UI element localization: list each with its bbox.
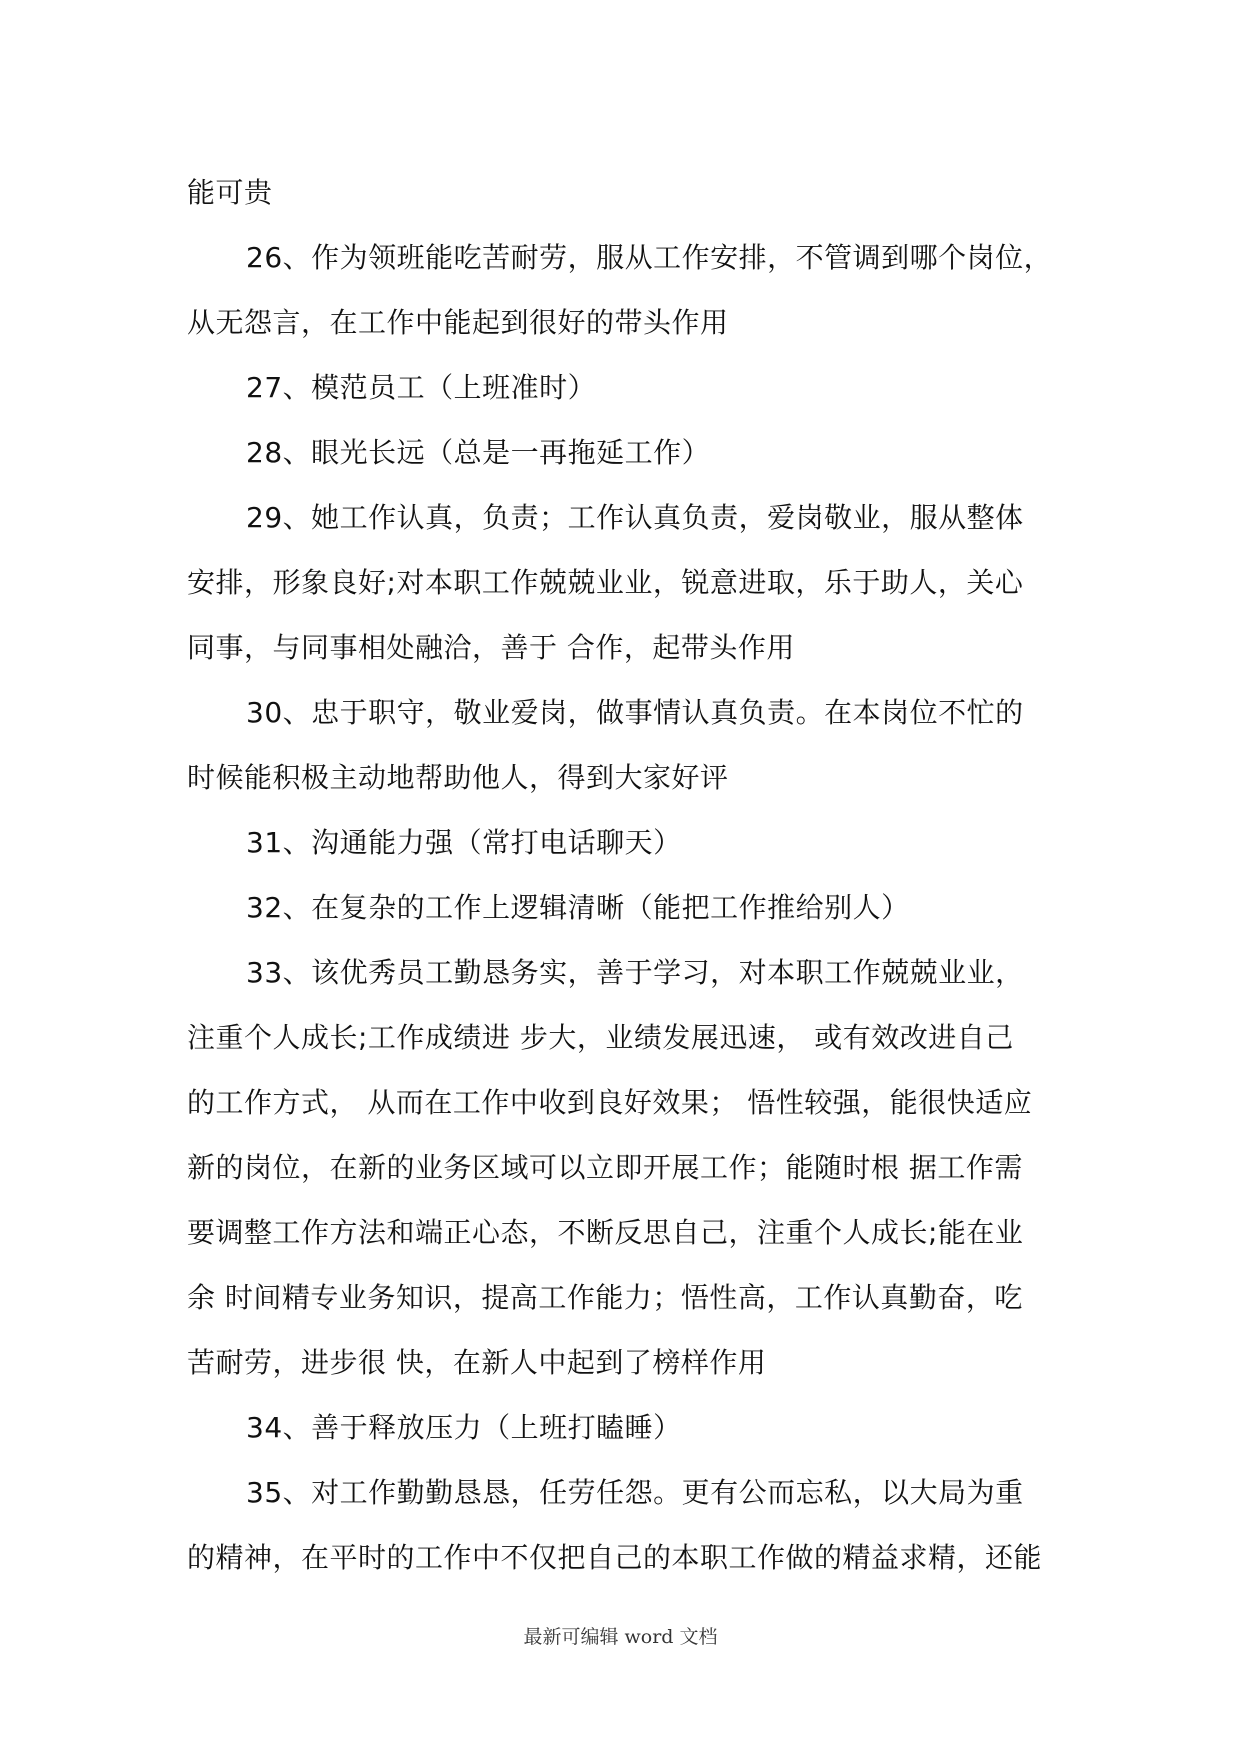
paragraph-line: 能可贵 bbox=[187, 176, 273, 209]
paragraph-line: 苦耐劳，进步很 快，在新人中起到了榜样作用 bbox=[187, 1346, 767, 1379]
paragraph-line: 35、对工作勤勤恳恳，任劳任怨。更有公而忘私，以大局为重 bbox=[246, 1476, 1024, 1509]
paragraph-line: 时候能积极主动地帮助他人，得到大家好评 bbox=[187, 761, 729, 794]
paragraph-line: 27、模范员工（上班准时） bbox=[246, 371, 597, 404]
document-body bbox=[187, 160, 1067, 1590]
paragraph-line: 32、在复杂的工作上逻辑清晰（能把工作推给别人） bbox=[246, 891, 910, 924]
paragraph-line: 安排，形象良好;对本职工作兢兢业业，锐意进取，乐于助人，关心 bbox=[187, 566, 1024, 599]
paragraph-line: 29、她工作认真，负责；工作认真负责，爱岗敬业，服从整体 bbox=[246, 501, 1024, 534]
paragraph-line: 的工作方式， 从而在工作中收到良好效果； 悟性较强，能很快适应 bbox=[187, 1086, 1033, 1119]
paragraph-line: 的精神，在平时的工作中不仅把自己的本职工作做的精益求精，还能 bbox=[187, 1541, 1043, 1574]
paragraph-line: 从无怨言，在工作中能起到很好的带头作用 bbox=[187, 306, 729, 339]
paragraph-line: 28、眼光长远（总是一再拖延工作） bbox=[246, 436, 711, 469]
paragraph-line: 注重个人成长;工作成绩进 步大，业绩发展迅速， 或有效改进自己 bbox=[187, 1021, 1014, 1054]
paragraph-line: 余 时间精专业务知识，提高工作能力；悟性高，工作认真勤奋，吃 bbox=[187, 1281, 1023, 1314]
page-footer: 最新可编辑 word 文档 bbox=[523, 1626, 718, 1648]
paragraph-line: 要调整工作方法和端正心态，不断反思自己，注重个人成长;能在业 bbox=[187, 1216, 1024, 1249]
paragraph-line: 同事，与同事相处融洽，善于 合作，起带头作用 bbox=[187, 631, 795, 664]
paragraph-line: 31、沟通能力强（常打电话聊天） bbox=[246, 826, 682, 859]
paragraph-line: 26、作为领班能吃苦耐劳，服从工作安排，不管调到哪个岗位， bbox=[246, 241, 1053, 274]
paragraph-line: 33、该优秀员工勤恳务实，善于学习，对本职工作兢兢业业， bbox=[246, 956, 1024, 989]
paragraph-line: 新的岗位，在新的业务区域可以立即开展工作；能随时根 据工作需 bbox=[187, 1151, 1023, 1184]
paragraph-line: 30、忠于职守，敬业爱岗，做事情认真负责。在本岗位不忙的 bbox=[246, 696, 1024, 729]
paragraph-line: 34、善于释放压力（上班打瞌睡） bbox=[246, 1411, 682, 1444]
